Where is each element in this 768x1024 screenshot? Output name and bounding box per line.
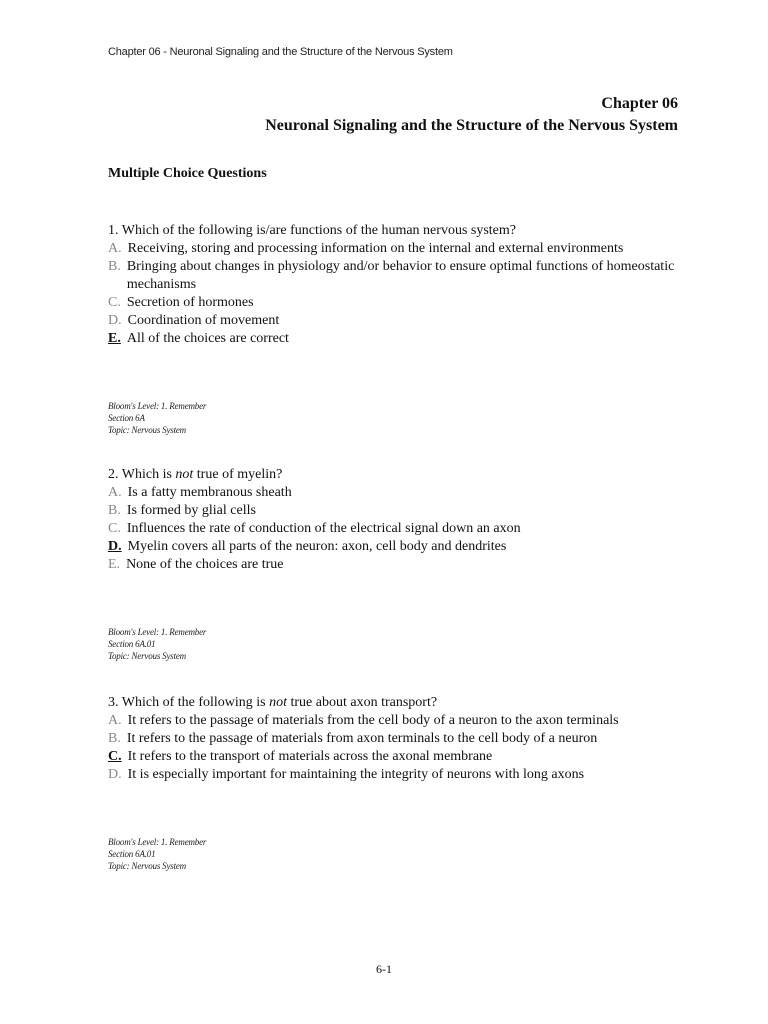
option-letter: B. [108,503,121,518]
option-c [108,520,698,538]
option-b [108,730,698,748]
option-a [108,240,698,258]
option-letter: B. [108,259,121,274]
section-ref: Section 6A.01 [108,849,156,859]
option-text: It refers to the passage of materials from axon terminals to the cell body of a neuron [126,731,598,746]
topic: Topic: Nervous System [108,425,186,435]
option-letter: A. [108,241,122,256]
question-stem [108,694,698,712]
option-d [108,766,698,784]
option-b [108,502,698,520]
option-letter: D. [108,539,122,554]
blooms-level: Bloom's Level: 1. Remember [108,401,207,411]
question-stem [108,222,698,240]
option-text: All of the choices are correct [126,331,289,346]
option-a [108,484,698,502]
option-letter: A. [108,485,122,500]
section-ref: Section 6A [108,413,145,423]
chapter-title [265,93,678,137]
option-text: Secretion of hormones [126,295,254,310]
option-text: Influences the rate of conduction of the electrical signal down an axon [126,521,521,536]
option-letter: D. [108,767,122,782]
option-text: It refers to the transport of materials across the axonal membrane [127,749,493,764]
option-text: Receiving, storing and processing information on the internal and external environments [127,241,624,256]
question-3 [108,694,698,784]
stem-text: 3. Which of the following is [108,695,270,710]
option-a [108,712,698,730]
stem-text-end: true about axon transport? [287,695,438,710]
option-letter: C. [108,521,121,536]
option-text: Myelin covers all parts of the neuron: axon, cell body and dendrites [127,539,507,554]
chapter-number: Chapter 06 [601,95,678,112]
option-text: Is a fatty membranous sheath [127,485,292,500]
option-letter: C. [108,749,122,764]
option-e-correct [108,330,698,348]
option-text: It refers to the passage of materials from the cell body of a neuron to the axon terminals [127,713,619,728]
chapter-name: Neuronal Signaling and the Structure of the Nervous System [265,117,678,134]
option-c-correct [108,748,698,766]
option-e [108,556,698,574]
option-text: Bringing about changes in physiology and/or behavior to ensure optimal functions of homeostatic mechanisms [126,259,675,292]
option-text: Is formed by glial cells [126,503,256,518]
stem-text-end: true of myelin? [193,467,283,482]
option-letter: D. [108,313,122,328]
option-d [108,312,698,330]
stem-text: 1. Which of the following is/are functions of the human nervous system? [108,223,516,238]
option-text: It is especially important for maintaining the integrity of neurons with long axons [127,767,585,782]
option-letter: B. [108,731,121,746]
option-text: None of the choices are true [126,557,284,572]
stem-emphasis: not [175,467,194,482]
topic: Topic: Nervous System [108,651,186,661]
section-ref: Section 6A.01 [108,639,156,649]
stem-emphasis: not [269,695,287,710]
section-heading: Multiple Choice Questions [108,166,267,181]
stem-text: 2. Which is [108,467,176,482]
option-d-correct [108,538,698,556]
page-number: 6-1 [376,962,392,976]
option-b [108,258,698,294]
topic: Topic: Nervous System [108,861,186,871]
question-2-meta [108,626,206,662]
option-letter: E. [108,331,121,346]
question-3-meta [108,836,206,872]
option-text: Coordination of movement [127,313,280,328]
question-1 [108,222,698,348]
question-stem [108,466,698,484]
blooms-level: Bloom's Level: 1. Remember [108,837,207,847]
option-letter: A. [108,713,122,728]
question-1-meta [108,400,206,436]
option-letter: E. [108,557,121,572]
question-2 [108,466,698,574]
option-c [108,294,698,312]
running-header: Chapter 06 - Neuronal Signaling and the Structure of the Nervous System [108,46,453,58]
option-letter: C. [108,295,121,310]
blooms-level: Bloom's Level: 1. Remember [108,627,207,637]
